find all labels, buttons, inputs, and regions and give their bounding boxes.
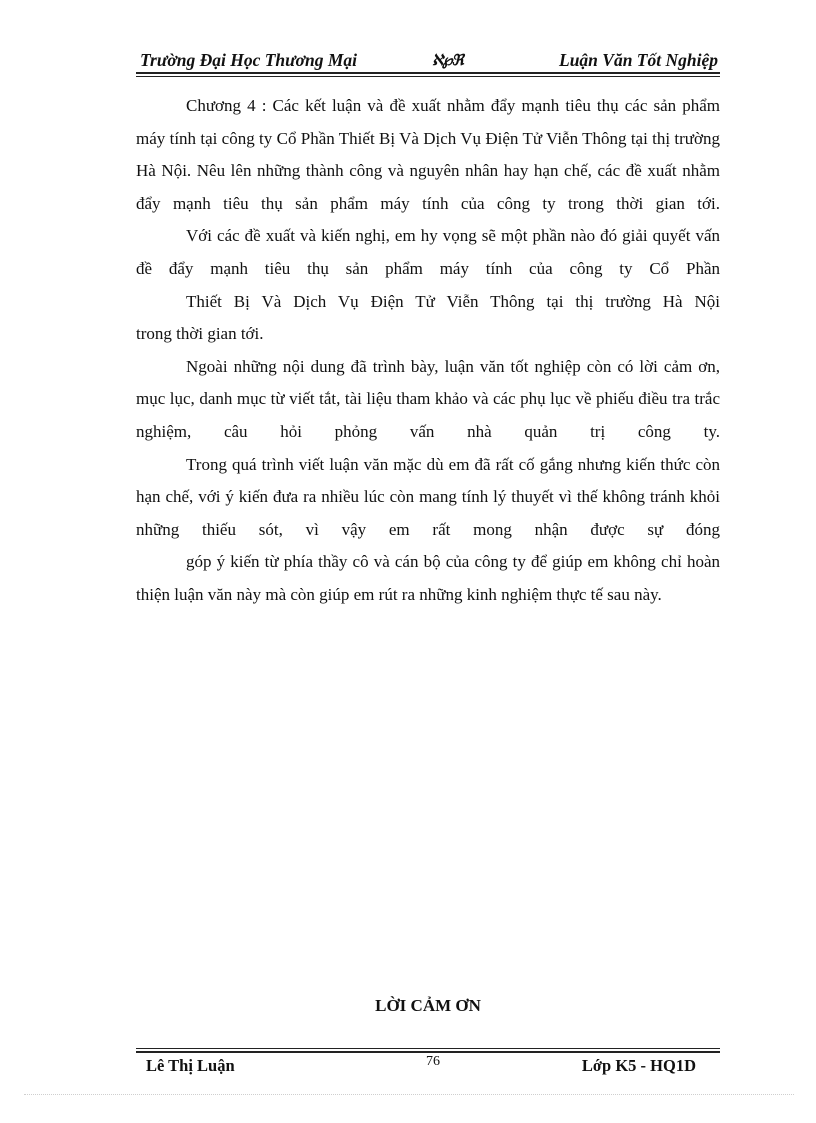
- paragraph-proposals-continued: Thiết Bị Và Dịch Vụ Điện Tử Viễn Thông tại thị trường Hà Nội: [186, 291, 720, 311]
- paragraph-limitations: Trong quá trình viết luận văn mặc dù em đã rất cố gắng nhưng kiến thức còn hạn chế, với ý kiến đưa ra nhiều lúc còn mang tính lý thuyết vì thế không tránh khỏi những thiếu sót, vì vậy em rất mong nhận được sự đóng: [136, 454, 720, 539]
- paragraph-proposals: Với các đề xuất và kiến nghị, em hy vọng sẽ một phần nào đó giải quyết vấn đề đẩy mạnh tiêu thụ sản phẩm máy tính của công ty Cổ Phần: [136, 226, 720, 278]
- footer-rule-thick: [136, 1051, 720, 1053]
- page-footer: [136, 1054, 720, 1076]
- footer-rule-thin: [136, 1048, 720, 1049]
- page-header: [136, 48, 720, 74]
- header-thesis-label: Luận Văn Tốt Nghiệp: [559, 50, 718, 70]
- footer-author: Lê Thị Luận: [146, 1056, 235, 1075]
- page-number: 76: [426, 1054, 440, 1069]
- header-rule-thick: [136, 72, 720, 74]
- header-university: Trường Đại Học Thương Mại: [140, 50, 358, 70]
- paragraph-feedback: góp ý kiến từ phía thầy cô và cán bộ của công ty để giúp em không chỉ hoàn thiện luận văn này mà còn giúp em rút ra những kinh nghiệm thực tế sau này.: [136, 552, 720, 604]
- body-text: [136, 90, 720, 612]
- paragraph-chapter-4: Chương 4 : Các kết luận và đề xuất nhằm đẩy mạnh tiêu thụ các sản phẩm máy tính tại công ty Cổ Phần Thiết Bị Và Dịch Vụ Điện Tử Viễn Thông tại thị trường Hà Nội. Nêu lên những thành công và nguyên nhân hay hạn chế, các đề xuất nhằm đẩy mạnh tiêu thụ sản phẩm máy tính của công ty trong thời gian tới.: [136, 96, 720, 213]
- page-bottom-divider: [24, 1094, 794, 1095]
- paragraph-contents: Ngoài những nội dung đã trình bày, luận văn tốt nghiệp còn có lời cảm ơn, mục lục, danh mục từ viết tắt, tài liệu tham khảo và các phụ lục về phiếu điều tra trắc nghiệm, câu hỏi phỏng vấn nhà quản trị công ty.: [136, 356, 720, 441]
- paragraph-proposals-end: trong thời gian tới.: [136, 324, 264, 344]
- header-rule-thin: [136, 76, 720, 77]
- section-title: LỜI CẢM ƠN: [375, 996, 481, 1015]
- header-ornament-icon: ℵ℘ℜ: [432, 53, 463, 69]
- footer-class: Lớp K5 - HQ1D: [581, 1056, 696, 1075]
